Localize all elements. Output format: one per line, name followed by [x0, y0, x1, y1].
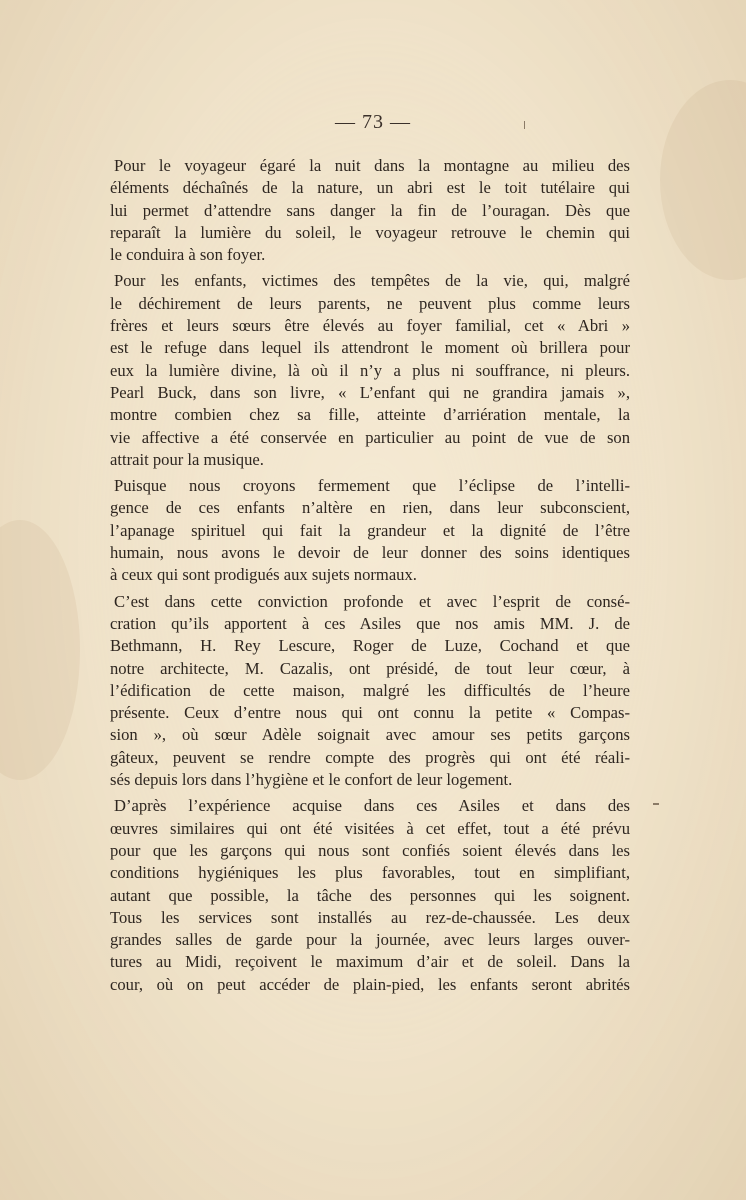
- text-line: C’est dans cette conviction profonde et avec l’esprit de consé-: [114, 591, 630, 611]
- text-line: cour, où on peut accéder de plain-pied, les enfants seront abrités: [110, 974, 630, 994]
- body-text: [110, 155, 630, 996]
- text-line: frères et leurs sœurs être élevés au foyer familial, cet « Abri »: [110, 316, 630, 336]
- text-line: Puisque nous croyons fermement que l’éclipse de l’intelli-: [114, 476, 630, 496]
- paragraph: [110, 475, 630, 586]
- text-line: le déchirement de leurs parents, ne peuvent plus comme leurs: [110, 293, 630, 313]
- text-line: le conduira à son foyer.: [110, 245, 266, 265]
- text-line: Bethmann, H. Rey Lescure, Roger de Luze, Cochand et que: [110, 636, 630, 656]
- text-line: l’apanage spirituel qui fait la grandeur et la dignité de l’être: [110, 520, 630, 540]
- text-line: sés depuis lors dans l’hygiène et le confort de leur logement.: [110, 770, 513, 790]
- text-line: lui permet d’attendre sans danger la fin de l’ouragan. Dès que: [110, 200, 630, 220]
- paragraph: [110, 591, 630, 792]
- paragraph: [110, 270, 630, 471]
- print-speck: [653, 803, 659, 805]
- text-line: autant que possible, la tâche des personnes qui les soignent.: [110, 885, 630, 905]
- text-line: Pour les enfants, victimes des tempêtes de la vie, qui, malgré: [114, 271, 630, 291]
- text-line: Pearl Buck, dans son livre, « L’enfant qui ne grandira jamais »,: [110, 382, 630, 402]
- text-line: cration qu’ils apportent à ces Asiles que nos amis MM. J. de: [110, 613, 630, 633]
- text-line: éléments déchaînés de la nature, un abri est le toit tutélaire qui: [110, 178, 630, 198]
- text-line: vie affective a été conservée en particulier au point de vue de son: [110, 427, 630, 447]
- text-line: à ceux qui sont prodigués aux sujets normaux.: [110, 565, 417, 585]
- text-line: reparaît la lumière du soleil, le voyageur retrouve le chemin qui: [110, 222, 630, 242]
- text-line: notre architecte, M. Cazalis, ont présidé, de tout leur cœur, à: [110, 658, 630, 678]
- text-line: attrait pour la musique.: [110, 449, 264, 469]
- text-line: D’après l’expérience acquise dans ces Asiles et dans des: [114, 796, 630, 816]
- text-line: pour que les garçons qui nous sont confiés soient élevés dans les: [110, 840, 630, 860]
- text-line: humain, nous avons le devoir de leur donner des soins identiques: [110, 543, 630, 563]
- paragraph: [110, 795, 630, 996]
- text-line: est le refuge dans lequel ils attendront le moment où brillera pour: [110, 338, 630, 358]
- text-line: Tous les services sont installés au rez-de-chaussée. Les deux: [110, 907, 630, 927]
- paper-stain: [0, 520, 80, 780]
- text-line: grandes salles de garde pour la journée, avec leurs larges ouver-: [110, 930, 630, 950]
- text-line: montre combien chez sa fille, atteinte d’arriération mentale, la: [110, 405, 630, 425]
- text-line: l’édification de cette maison, malgré les difficultés de l’heure: [110, 680, 630, 700]
- text-line: tures au Midi, reçoivent le maximum d’air et de soleil. Dans la: [110, 952, 630, 972]
- text-line: gence de ces enfants n’altère en rien, dans leur subconscient,: [110, 498, 630, 518]
- text-line: conditions hygiéniques les plus favorables, tout en simplifiant,: [110, 863, 630, 883]
- text-line: présente. Ceux d’entre nous qui ont connu la petite « Compas-: [110, 703, 630, 723]
- text-line: eux la lumière divine, là où il n’y a plus ni souffrance, ni pleurs.: [110, 360, 630, 380]
- text-line: œuvres similaires qui ont été visitées à cet effet, tout a été prévu: [110, 818, 630, 838]
- page-number: — 73 —: [335, 111, 411, 133]
- text-line: Pour le voyageur égaré la nuit dans la montagne au milieu des: [114, 156, 630, 175]
- paper-stain: [660, 80, 746, 280]
- text-line: sion », où sœur Adèle soignait avec amour ses petits garçons: [110, 725, 630, 745]
- text-line: gâteux, peuvent se rendre compte des progrès qui ont été réali-: [110, 747, 630, 767]
- paragraph: [110, 155, 630, 266]
